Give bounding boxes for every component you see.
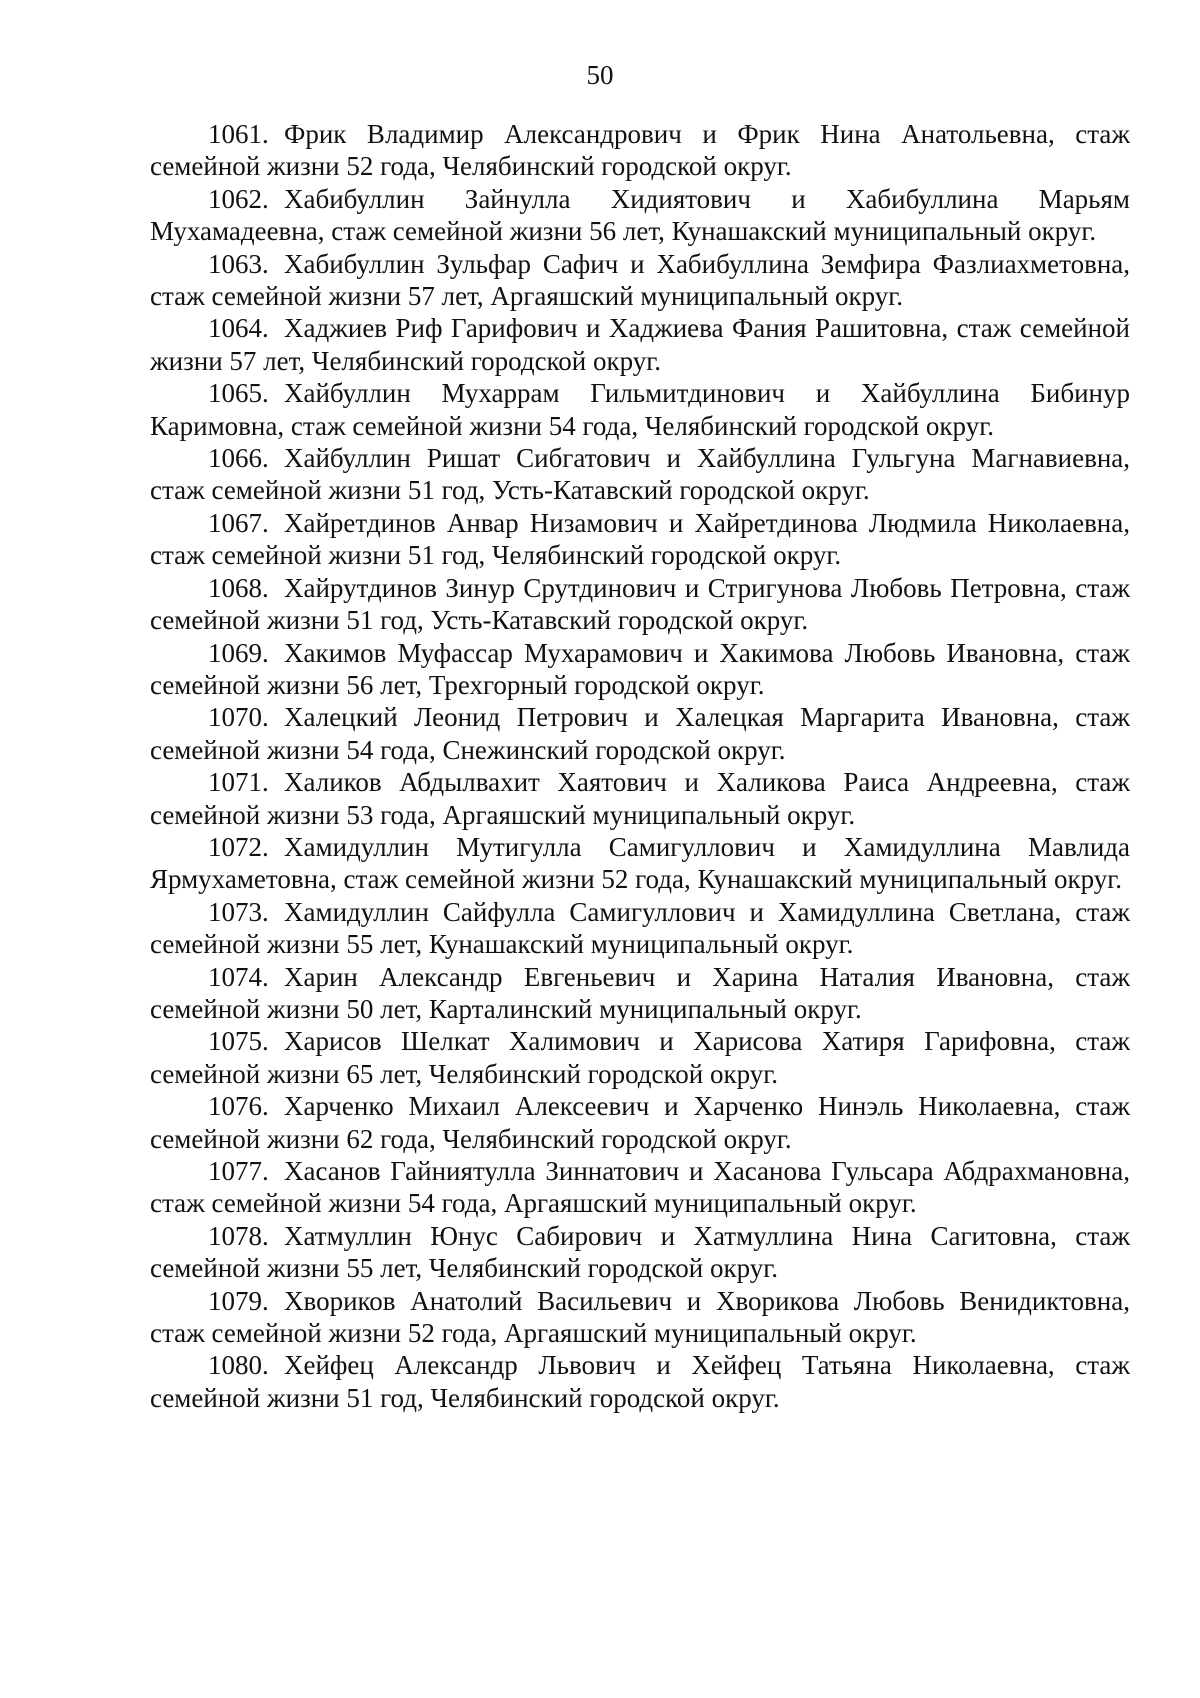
list-item-text: Хакимов Муфассар Мухарамович и Хакимова Любовь Ивановна, стаж семейной жизни 56 лет, Трехгорный городской округ. — [150, 637, 1130, 700]
list-item — [150, 961, 1130, 1026]
list-item-number: 1076. — [208, 1091, 269, 1122]
list-item-number: 1074. — [208, 961, 269, 992]
list-item-text: Харисов Шелкат Халимович и Харисова Хатиря Гарифовна, стаж семейной жизни 65 лет, Челябинский городской округ. — [150, 1026, 1130, 1089]
list-item-number: 1077. — [208, 1156, 269, 1186]
list-item-number: 1066. — [208, 443, 269, 474]
list-item-text: Хейфец Александр Львович и Хейфец Татьяна Николаевна, стаж семейной жизни 51 год, Челябинский городской округ. — [150, 1350, 1130, 1413]
list-item — [150, 766, 1130, 831]
list-item-text: Хамидуллин Мутигулла Самигуллович и Хамидуллина Мавлида Ярмухаметовна, стаж семейной жизни 52 года, Кунашакский муниципальный округ. — [150, 831, 1130, 895]
list-item-number: 1063. — [208, 248, 269, 279]
list-item-text: Хайбуллин Мухаррам Гильмитдинович и Хайбуллина Бибинур Каримовна, стаж семейной жизни 54 года, Челябинский городской округ. — [150, 378, 1130, 441]
list-item-text: Хвориков Анатолий Васильевич и Хворикова Любовь Венидиктовна, стаж семейной жизни 52 года, Аргаяшский муниципальный округ. — [150, 1285, 1130, 1349]
list-item-number: 1067. — [208, 507, 269, 538]
award-list — [150, 118, 1130, 1414]
list-item-text: Хасанов Гайниятулла Зиннатович и Хасанова Гульсара Абдрахмановна, стаж семейной жизни 54 года, Аргаяшский муниципальный округ. — [150, 1156, 1130, 1219]
list-item — [150, 507, 1130, 572]
list-item-text: Фрик Владимир Александрович и Фрик Нина Анатольевна, стаж семейной жизни 52 года, Челябинский городской округ. — [150, 119, 1130, 182]
list-item — [150, 637, 1130, 702]
list-item — [150, 701, 1130, 766]
list-item-text: Харченко Михаил Алексеевич и Харченко Нинэль Николаевна, стаж семейной жизни 62 года, Челябинский городской округ. — [150, 1091, 1130, 1154]
list-item-number: 1065. — [208, 378, 269, 409]
list-item — [150, 312, 1130, 377]
list-item-number: 1069. — [208, 637, 269, 668]
list-item-text: Харин Александр Евгеньевич и Харина Наталия Ивановна, стаж семейной жизни 50 лет, Карталинский муниципальный округ. — [150, 961, 1130, 1024]
list-item — [150, 442, 1130, 507]
list-item-number: 1071. — [208, 767, 269, 798]
list-item-text: Халецкий Леонид Петрович и Халецкая Маргарита Ивановна, стаж семейной жизни 54 года, Снежинский городской округ. — [150, 702, 1130, 765]
list-item — [150, 572, 1130, 637]
list-item-number: 1072. — [208, 831, 269, 862]
list-item — [150, 377, 1130, 442]
list-item-text: Хайбуллин Ришат Сибгатович и Хайбуллина Гульгуна Магнавиевна, стаж семейной жизни 51 год, Усть-Катавский городской округ. — [150, 443, 1130, 506]
list-item — [150, 118, 1130, 183]
list-item-text: Хайретдинов Анвар Низамович и Хайретдинова Людмила Николаевна, стаж семейной жизни 51 год, Челябинский городской округ. — [150, 507, 1130, 571]
list-item-text: Хатмуллин Юнус Сабирович и Хатмуллина Нина Сагитовна, стаж семейной жизни 55 лет, Челябинский городской округ. — [150, 1220, 1130, 1284]
list-item-text: Халиков Абдылвахит Хаятович и Халикова Раиса Андреевна, стаж семейной жизни 53 года, Аргаяшский муниципальный округ. — [150, 767, 1130, 830]
list-item-number: 1070. — [208, 702, 269, 733]
list-item — [150, 1090, 1130, 1155]
list-item — [150, 183, 1130, 248]
list-item — [150, 1285, 1130, 1350]
list-item-number: 1079. — [208, 1285, 269, 1316]
page-number: 50 — [586, 60, 614, 90]
list-item-number: 1064. — [208, 313, 269, 344]
list-item — [150, 248, 1130, 313]
list-item-text: Хабибуллин Зульфар Сафич и Хабибуллина Земфира Фазлиахметовна, стаж семейной жизни 57 лет, Аргаяшский муниципальный округ. — [150, 248, 1130, 312]
list-item-number: 1073. — [208, 896, 269, 927]
list-item-number: 1075. — [208, 1026, 269, 1057]
list-item-text: Хаджиев Риф Гарифович и Хаджиева Фания Рашитовна, стаж семейной жизни 57 лет, Челябинский городской округ. — [150, 313, 1130, 376]
list-item-number: 1062. — [208, 183, 269, 214]
list-item — [150, 831, 1130, 896]
list-item-number: 1080. — [208, 1350, 269, 1381]
list-item-text: Хамидуллин Сайфулла Самигуллович и Хамидуллина Светлана, стаж семейной жизни 55 лет, Кунашакский муниципальный округ. — [150, 896, 1130, 960]
list-item-number: 1061. — [208, 119, 269, 149]
list-item — [150, 1025, 1130, 1090]
list-item-text: Хайрутдинов Зинур Срутдинович и Стригунова Любовь Петровна, стаж семейной жизни 51 год, Усть-Катавский городской округ. — [150, 572, 1130, 636]
list-item-number: 1068. — [208, 572, 269, 603]
list-item-text: Хабибуллин Зайнулла Хидиятович и Хабибуллина Марьям Мухамадеевна, стаж семейной жизни 56 лет, Кунашакский муниципальный округ. — [150, 183, 1130, 247]
list-item — [150, 896, 1130, 961]
list-item — [150, 1155, 1130, 1220]
list-item-number: 1078. — [208, 1220, 269, 1251]
list-item — [150, 1349, 1130, 1414]
list-item — [150, 1220, 1130, 1285]
